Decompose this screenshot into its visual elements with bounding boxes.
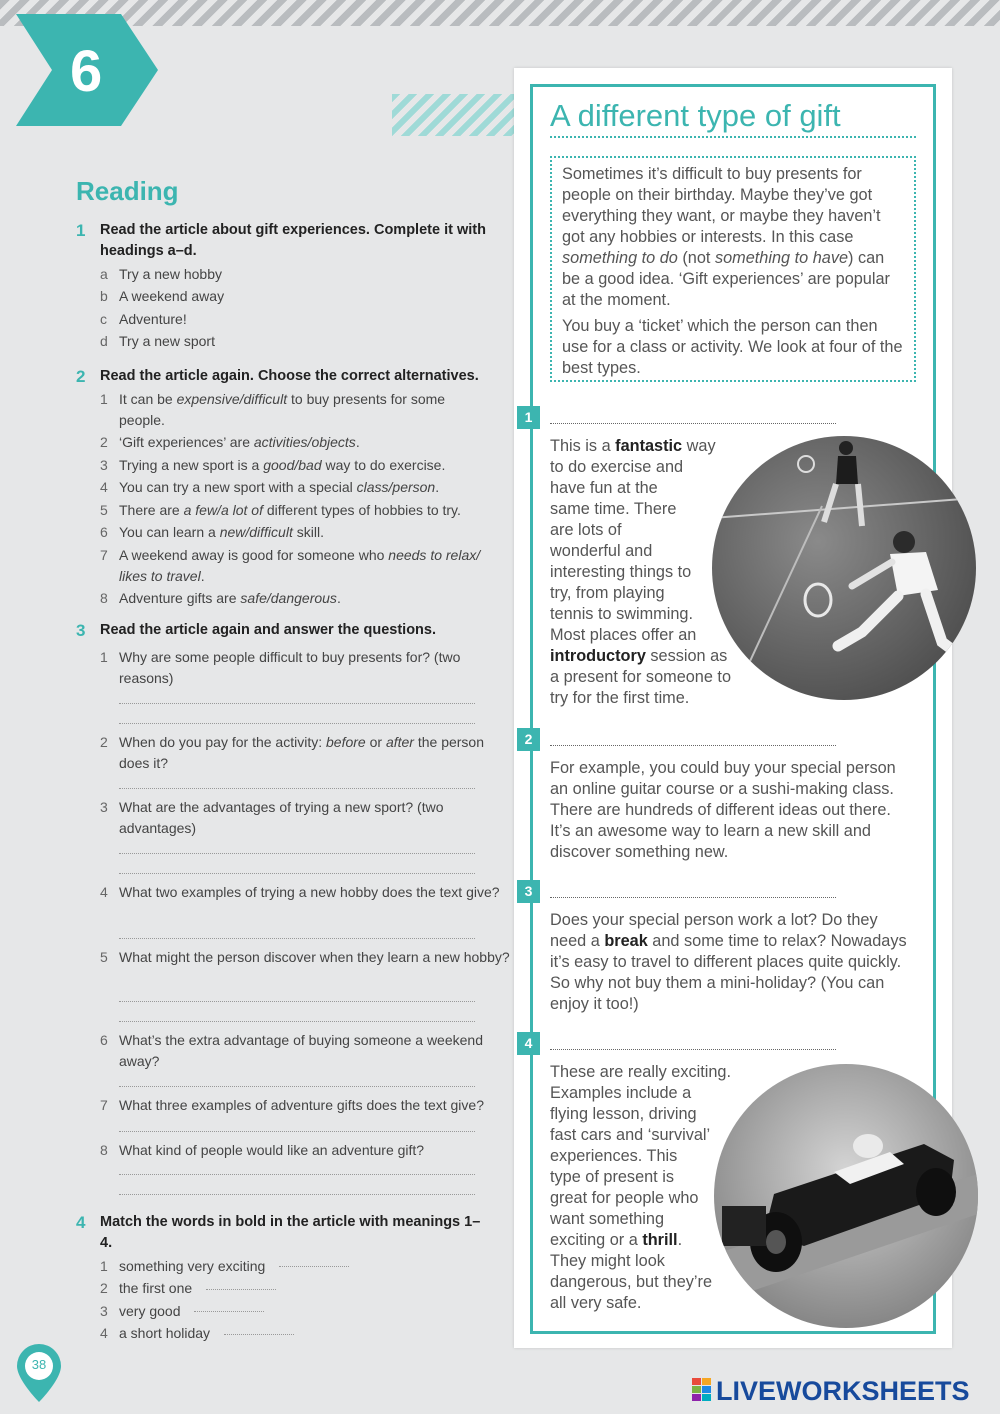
exercise-2 [76,366,488,609]
item-text: ‘Gift experiences’ are [119,434,254,450]
heading-option [76,286,488,307]
headings-list [76,264,488,353]
item-number: 3 [100,456,108,473]
option-letter: d [100,333,108,349]
item-text: Adventure gifts are [119,590,241,606]
text-line: flying lesson, driving [550,1105,697,1123]
item-number: 2 [100,434,108,450]
exercise-4 [76,1212,488,1344]
bold-word: introductory [550,647,646,665]
text-line: Examples include a [550,1084,692,1102]
question-number: 3 [100,798,108,815]
text-line: same time. There [550,500,677,518]
question-text: When do you pay for the activity: [119,733,326,750]
text-line: For example, you could buy your special person [550,759,896,777]
race-car-photo [714,1064,978,1328]
exercise-instruction: Read the article again and answer the questions. [100,622,437,638]
item-number: 4 [100,479,108,495]
text-line: Most places offer an [550,626,697,644]
meaning-text: very good [119,1302,181,1319]
answer-line[interactable] [119,1086,475,1087]
alternatives-choice: activities/objects [253,434,356,450]
section-heading-line[interactable] [550,897,836,898]
item-text: It can be [119,390,177,407]
text-line: it’s easy to travel to different places quite quickly. [550,953,902,971]
item-text: to buy presents for some people. [119,390,446,428]
question-item [76,947,517,968]
answer-line[interactable] [119,788,475,789]
item-text: way to do exercise. [321,456,446,473]
text-line: There are hundreds of different ideas out there. [550,801,891,819]
tennis-photo [712,436,976,700]
meaning-text: a short holiday [119,1325,211,1341]
answer-line[interactable] [119,723,475,724]
alternative-item [76,477,488,498]
text-line: experiences. This [550,1147,678,1165]
text-line: introductory session as [550,647,728,665]
question-option: before [326,733,366,750]
section-text [550,436,731,709]
meaning-item [76,1278,488,1299]
text-line: need a break and some time to relax? Nowadays [550,932,907,950]
unit-number: 6 [70,39,103,104]
text-line: to do exercise and [550,458,684,476]
exercise-instruction: Read the article again. Choose the correct alternatives. [100,368,479,384]
meaning-item [76,1301,488,1322]
meaning-item [76,1256,488,1277]
exercise-1 [76,220,488,352]
text-line: They might look [550,1252,665,1270]
text-line: wonderful and [550,542,653,560]
text-line: It’s an awesome way to learn a new skill and [550,822,871,840]
option-text: Adventure! [119,310,187,327]
exercise-number: 1 [76,221,86,240]
text-line: all very safe. [550,1294,642,1312]
meanings-list [76,1256,488,1345]
question-number: 6 [100,1031,108,1048]
item-text: . [355,434,360,450]
question-item [76,1030,517,1072]
item-number: 6 [100,524,108,540]
exercise-instruction: Read the article about gift experiences. Complete it with headings a–d. [100,222,486,259]
question-text: What’s the extra advantage of buying someone a weekend away? [119,1031,483,1069]
bold-word: thrill [642,1231,678,1249]
section-text [550,910,907,1015]
race-car-image [714,1064,978,1328]
alternatives-choice: needs to relax/ likes to travel [119,546,481,584]
logo-text: LIVEWORKSHEETS [716,1376,970,1406]
alternative-item [76,389,488,431]
intro-paragraph-1: Sometimes it’s difficult to buy presents for people on their birthday. Maybe they’ve got everything they want, or maybe they haven’t got any hobbies or interests. In this case something to do (not something to have) can be a good idea. ‘Gift experiences’ are popular at the moment. [562,165,890,309]
alternative-item [76,522,488,543]
text-line: This is a fantastic way [550,437,716,455]
section-heading-line[interactable] [550,1049,836,1050]
section-title: Reading [76,176,179,206]
text-line: type of present is [550,1168,674,1186]
text-line: These are really exciting. [550,1063,731,1081]
answer-line[interactable] [119,853,475,854]
text-line: interesting things to [550,563,692,581]
section-number-badge: 4 [517,1032,540,1055]
text-line: try, from playing [550,584,665,602]
answer-blank[interactable] [224,1334,294,1335]
text-line: Does your special person work a lot? Do they [550,911,878,929]
item-number: 2 [100,1280,108,1296]
heading-option [76,264,488,285]
question-text: What are the advantages of trying a new sport? (two advantages) [119,798,444,836]
exercise-2-head [76,366,488,387]
bold-word: break [604,932,648,950]
question-number: 8 [100,1141,108,1158]
heading-option [76,309,488,330]
option-text: A weekend away [119,288,225,304]
option-text: Try a new hobby [119,265,222,282]
item-text: Trying a new sport is a [119,456,264,473]
item-text: There are [119,501,184,518]
question-number: 5 [100,948,108,965]
text-line: a present for someone to [550,668,732,686]
item-text: You can learn a [119,524,220,540]
option-text: Try a new sport [119,333,215,349]
answer-line[interactable] [119,1131,475,1132]
alternative-item [76,455,488,476]
answer-line[interactable] [119,1174,475,1175]
option-letter: c [100,310,107,327]
answer-line[interactable] [119,873,475,874]
item-text: . [200,567,205,584]
exercise-number: 4 [76,1213,86,1232]
item-text: A weekend away is good for someone who [119,546,389,563]
question-option: after [385,733,414,750]
alternatives-list [76,389,488,610]
question-text: What kind of people would like an adventure gift? [119,1141,425,1158]
text-line: an online guitar course or a sushi-making class. [550,780,894,798]
exercise-number: 2 [76,367,86,386]
alternative-item [76,545,488,587]
text-line: great for people who [550,1189,699,1207]
item-number: 3 [100,1302,108,1319]
logo-blocks-icon [692,1378,712,1402]
section-text [550,758,896,863]
alternatives-choice: a few/a lot of [183,501,263,518]
item-number: 4 [100,1325,108,1341]
exercise-instruction: Match the words in bold in the article with meanings 1–4. [100,1214,481,1251]
question-text: the person does it? [119,733,485,771]
answer-line[interactable] [119,1194,475,1195]
bold-word: fantastic [615,437,683,455]
item-number: 7 [100,546,108,563]
section-heading-line[interactable] [550,745,836,746]
question-number: 4 [100,883,108,900]
article-title: A different type of gift [550,98,916,138]
option-letter: b [100,288,108,304]
question-item [76,732,517,774]
text-line: exciting or a thrill. [550,1231,683,1249]
question-text: What might the person discover when they learn a new hobby? [119,948,510,965]
answer-line[interactable] [119,703,475,704]
item-number: 8 [100,590,108,606]
item-number: 1 [100,1257,108,1274]
text-line: discover something new. [550,843,729,861]
text-line: fast cars and ‘survival’ [550,1126,711,1144]
text-line: have fun at the [550,479,658,497]
answer-line[interactable] [119,1021,475,1022]
item-text: different types of hobbies to try. [262,501,461,518]
item-text: . [336,590,341,606]
item-text: skill. [292,524,324,540]
meaning-text: something very exciting [119,1257,266,1274]
section-number-badge: 2 [517,728,540,751]
heading-option [76,331,488,352]
item-text: You can try a new sport with a special [119,479,357,495]
alternatives-choice: good/bad [263,456,322,473]
page-pin-icon [13,1340,65,1404]
section-number-badge: 3 [517,880,540,903]
question-text: Why are some people difficult to buy presents for? (two reasons) [119,648,461,686]
alternative-item [76,432,488,453]
alternatives-choice: safe/dangerous [240,590,337,606]
alternatives-choice: expensive/difficult [176,390,288,407]
answer-line[interactable] [119,1001,475,1002]
question-number: 7 [100,1096,108,1113]
intro-paragraph-2: You buy a ‘ticket’ which the person can then use for a class or activity. We look at four of the best types. [562,317,903,377]
text-line: So why not buy them a mini-holiday? (You can [550,974,885,992]
tennis-players-image [712,436,976,700]
text-line: try for the first time. [550,689,690,707]
exercise-number: 3 [76,621,86,640]
title-stripe [392,94,514,136]
question-item [76,1095,517,1116]
text-line: are lots of [550,521,622,539]
text-line: tennis to swimming. [550,605,693,623]
alternative-item [76,588,488,609]
question-item [76,647,517,689]
exercise-4-head [76,1212,488,1254]
alternatives-choice: class/person [356,479,436,495]
question-text: or [365,733,386,750]
answer-line[interactable] [119,938,475,939]
text-line: enjoy it too!) [550,995,639,1013]
text-line: dangerous, but they’re [550,1273,713,1291]
question-text: What three examples of adventure gifts does the text give? [119,1096,484,1113]
text-line: want something [550,1210,665,1228]
item-number: 5 [100,501,108,518]
question-text: What two examples of trying a new hobby does the text give? [119,883,500,900]
answer-blank[interactable] [279,1266,349,1267]
question-item [76,882,517,903]
exercise-3-head-wrap [76,620,488,641]
item-number: 1 [100,390,108,407]
section-heading-line[interactable] [550,423,836,424]
option-letter: a [100,265,108,282]
answer-blank[interactable] [194,1311,264,1312]
question-item [76,797,517,839]
question-number: 1 [100,648,108,665]
section-text [550,1062,731,1314]
exercise-3-head [76,620,488,641]
meaning-item [76,1323,488,1344]
question-number: 2 [100,733,108,750]
item-text: . [435,479,440,495]
alternative-item [76,500,488,521]
alternatives-choice: new/difficult [219,524,293,540]
meaning-text: the first one [119,1280,193,1296]
article-intro [550,156,916,382]
page-number: 38 [31,1357,47,1372]
question-item [76,1140,517,1161]
exercise-1-head [76,220,488,262]
section-number-badge: 1 [517,406,540,429]
answer-blank[interactable] [206,1289,276,1290]
